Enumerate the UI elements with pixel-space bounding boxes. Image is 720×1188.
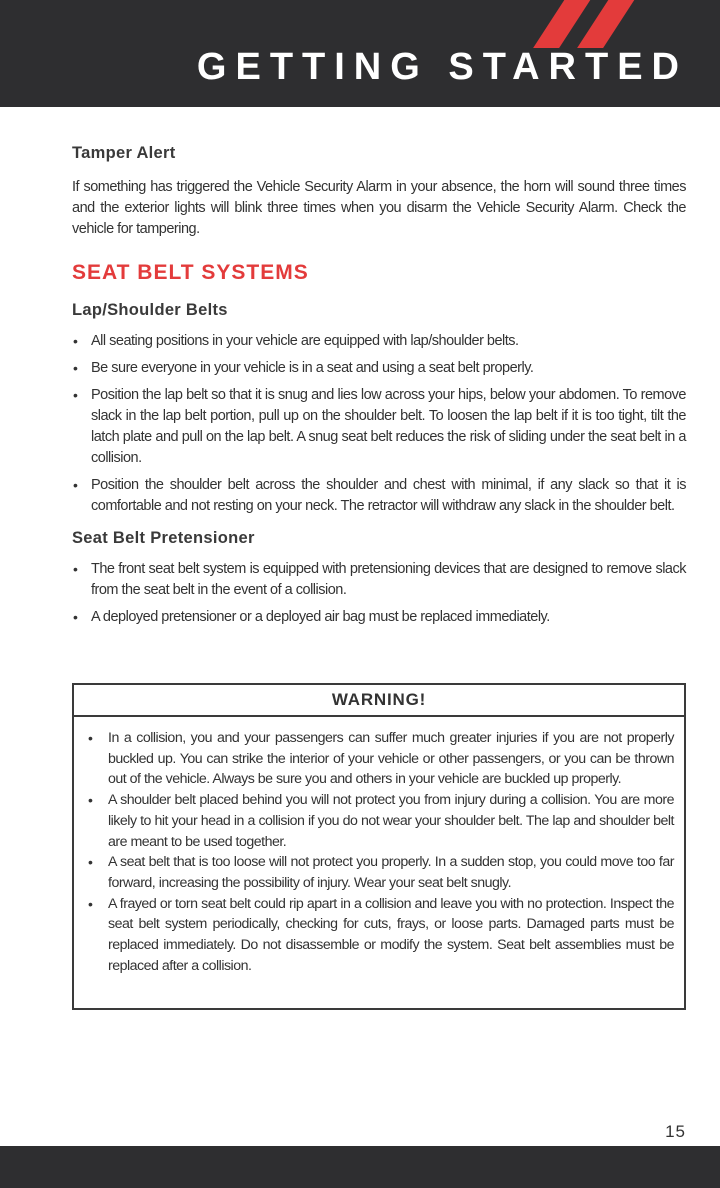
red-stripe-decoration bbox=[577, 0, 637, 48]
page-footer-bar bbox=[0, 1146, 720, 1188]
bullet-icon: • bbox=[73, 609, 78, 625]
list-item: • A deployed pretensioner or a deployed air bag must be replaced immediately. bbox=[72, 607, 686, 628]
section-title: SEAT BELT SYSTEMS bbox=[72, 261, 309, 284]
bullet-icon: • bbox=[73, 387, 78, 403]
tamper-alert-text: If something has triggered the Vehicle Security Alarm in your absence, the horn will sound three times and the exterior lights will blink three times when you disarm the Vehicle Security Alarm. Check the vehicle for tampering. bbox=[72, 179, 686, 237]
bullet-icon: • bbox=[73, 561, 78, 577]
list-item: • The front seat belt system is equipped with pretensioning devices that are designed to remove slack from the seat belt in the event of a collision. bbox=[73, 561, 686, 598]
bullet-icon: • bbox=[88, 895, 93, 912]
warning-body bbox=[74, 717, 684, 976]
bullet-icon: • bbox=[73, 333, 78, 349]
page-number: 15 bbox=[665, 1122, 686, 1141]
bullet-icon: • bbox=[88, 854, 93, 871]
lap-shoulder-list bbox=[72, 331, 686, 517]
warning-box bbox=[72, 683, 686, 1010]
bullet-icon: • bbox=[73, 477, 78, 493]
list-item: • Be sure everyone in your vehicle is in a seat and using a seat belt properly. bbox=[72, 358, 686, 379]
pretensioner-heading: Seat Belt Pretensioner bbox=[72, 529, 255, 547]
page-header bbox=[0, 0, 720, 107]
bullet-icon: • bbox=[88, 792, 93, 809]
chapter-title: GETTING STARTED bbox=[196, 46, 688, 88]
bullet-icon: • bbox=[88, 730, 93, 746]
list-item: • A shoulder belt placed behind you will not protect you from injury during a collision. You are more likely to hit your head in a collision if you do not wear your shoulder belt. The lap and shoulder belt are meant to be used together. bbox=[88, 792, 674, 850]
bullet-icon: • bbox=[73, 360, 78, 376]
warning-list bbox=[86, 728, 674, 976]
list-item: • Position the lap belt so that it is snug and lies low across your hips, below your abdomen. To remove slack in the lap belt portion, pull up on the shoulder belt. To loosen the lap belt if it is too tight, tilt the latch plate and pull on the lap belt. A snug seat belt reduces the risk of sliding under the seat belt in a collision. bbox=[73, 387, 686, 466]
tamper-alert-heading: Tamper Alert bbox=[72, 144, 176, 162]
list-item: • A frayed or torn seat belt could rip apart in a collision and leave you with no protection. Inspect the seat belt system periodically, checking for cuts, frays, or loose parts. Damaged parts must be replaced immediately. Do not disassemble or modify the system. Seat belt assemblies must be replaced after a collision. bbox=[88, 895, 674, 974]
list-item: • All seating positions in your vehicle are equipped with lap/shoulder belts. bbox=[72, 331, 686, 352]
list-item: • In a collision, you and your passengers can suffer much greater injuries if you are not properly buckled up. You can strike the interior of your vehicle or other passengers, or you can be thrown out of the vehicle. Always be sure you and others in your vehicle are buckled up properly. bbox=[88, 730, 674, 788]
page-content bbox=[72, 144, 686, 628]
list-item: • Position the shoulder belt across the shoulder and chest with minimal, if any slack so that it is comfortable and not resting on your neck. The retractor will withdraw any slack in the shoulder belt. bbox=[73, 477, 686, 514]
warning-title: WARNING! bbox=[74, 685, 684, 717]
list-item: • A seat belt that is too loose will not protect you properly. In a sudden stop, you could move too far forward, increasing the possibility of injury. Wear your seat belt snugly. bbox=[88, 854, 674, 891]
lap-shoulder-heading: Lap/Shoulder Belts bbox=[72, 301, 228, 319]
pretensioner-list bbox=[72, 559, 686, 628]
